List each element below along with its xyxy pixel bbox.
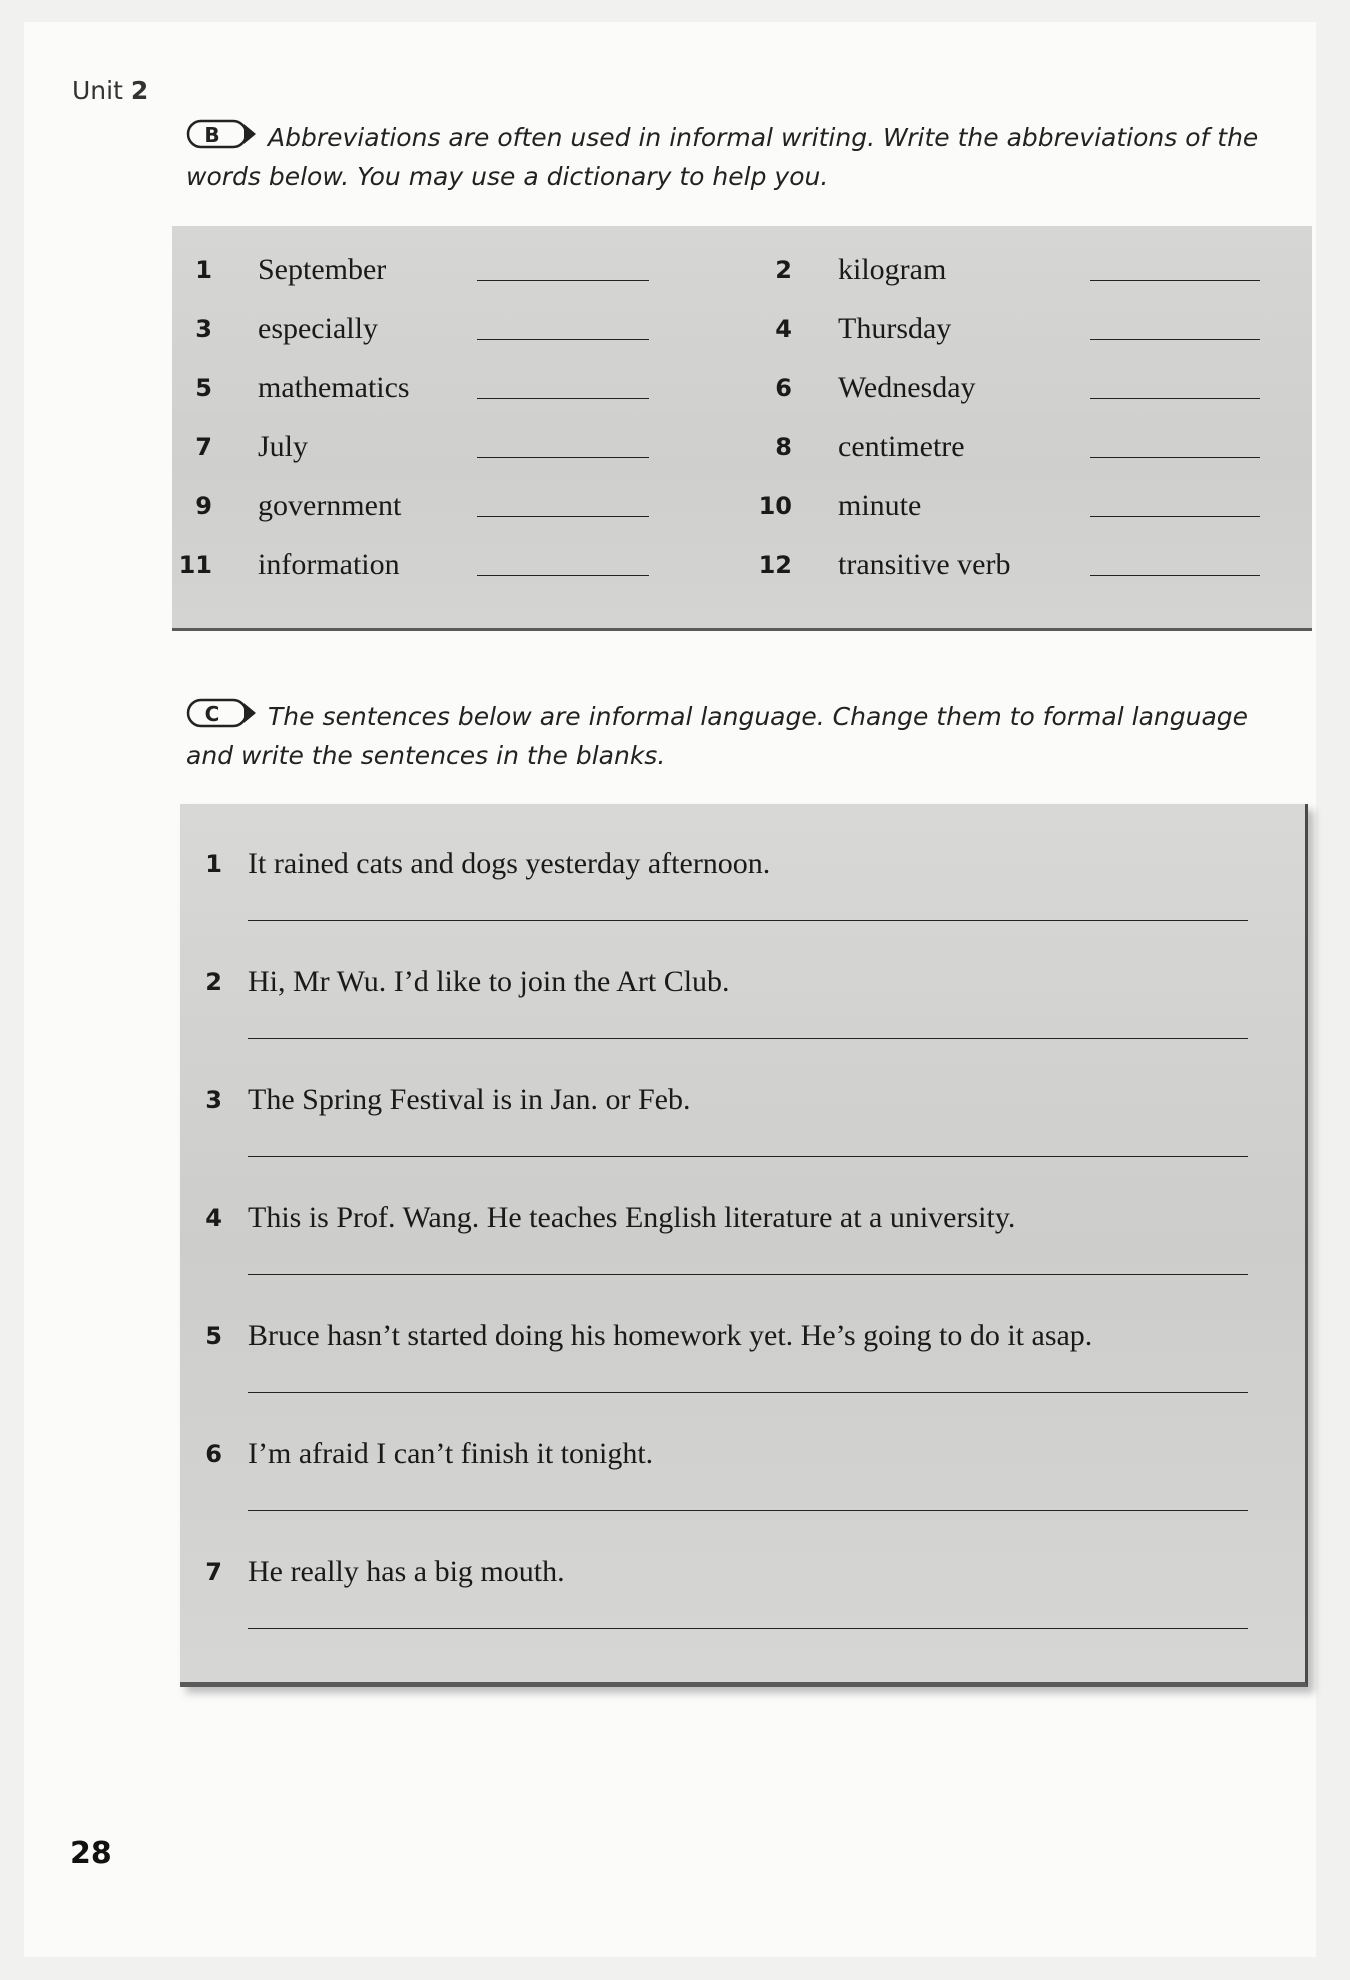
answer-blank[interactable] xyxy=(1090,398,1260,399)
unit-label xyxy=(72,76,148,105)
sentence-answer-blank[interactable] xyxy=(248,1392,1248,1393)
section-c-badge-letter: C xyxy=(204,702,220,726)
abbreviation-item xyxy=(172,486,1302,526)
item-number: 6 xyxy=(775,374,792,402)
sentence-answer-blank[interactable] xyxy=(248,1510,1248,1511)
abbreviation-item xyxy=(172,250,1302,290)
section-c-badge xyxy=(186,698,260,728)
sentence-item xyxy=(180,1198,1290,1288)
item-number: 7 xyxy=(195,433,212,461)
sentence-item xyxy=(180,1552,1290,1642)
answer-blank[interactable] xyxy=(1090,280,1260,281)
abbreviation-item xyxy=(172,545,1302,585)
item-number: 11 xyxy=(178,551,212,579)
section-b-badge xyxy=(186,119,260,149)
section-b-heading xyxy=(186,118,1266,196)
item-word: transitive verb xyxy=(838,548,1011,581)
sentence-text: This is Prof. Wang. He teaches English literature at a university. xyxy=(248,1201,1016,1234)
sentence-item xyxy=(180,1080,1290,1170)
sentence-number: 2 xyxy=(205,968,222,996)
answer-blank[interactable] xyxy=(1090,457,1260,458)
unit-number: 2 xyxy=(130,76,149,105)
section-b-instruction: Abbreviations are often used in informal writing. Write the abbreviations of the words below. You may use a dictionary to help you. xyxy=(186,123,1259,191)
item-number: 8 xyxy=(775,433,792,461)
item-number: 12 xyxy=(758,551,792,579)
sentence-text: The Spring Festival is in Jan. or Feb. xyxy=(248,1083,691,1116)
formal-sentences-box xyxy=(180,804,1308,1687)
sentence-number: 6 xyxy=(205,1440,222,1468)
abbreviation-item xyxy=(172,309,1302,349)
section-c-heading xyxy=(186,697,1266,775)
item-word: centimetre xyxy=(838,430,965,463)
item-word: information xyxy=(258,548,400,581)
sentence-answer-blank[interactable] xyxy=(248,1038,1248,1039)
sentence-answer-blank[interactable] xyxy=(248,920,1248,921)
item-word: Thursday xyxy=(838,312,952,345)
item-number: 1 xyxy=(195,256,212,284)
item-word: Wednesday xyxy=(838,371,976,404)
section-c-instruction: The sentences below are informal language. Change them to formal language and write the sentences in the blanks. xyxy=(186,702,1249,770)
item-word: especially xyxy=(258,312,378,345)
sentence-text: I’m afraid I can’t finish it tonight. xyxy=(248,1437,654,1470)
section-b-badge-letter: B xyxy=(204,123,220,147)
sentence-item xyxy=(180,1434,1290,1524)
item-number: 3 xyxy=(195,315,212,343)
sentence-number: 4 xyxy=(205,1204,222,1232)
item-number: 4 xyxy=(775,315,792,343)
sentence-answer-blank[interactable] xyxy=(248,1628,1248,1629)
item-word: minute xyxy=(838,489,922,522)
sentence-item xyxy=(180,962,1290,1052)
sentence-number: 7 xyxy=(205,1558,222,1586)
sentence-text: It rained cats and dogs yesterday afternoon. xyxy=(248,847,771,880)
item-word: government xyxy=(258,489,402,522)
sentence-text: Hi, Mr Wu. I’d like to join the Art Club. xyxy=(248,965,730,998)
answer-blank[interactable] xyxy=(1090,516,1260,517)
sentence-text: Bruce hasn’t started doing his homework yet. He’s going to do it asap. xyxy=(248,1319,1093,1352)
sentence-answer-blank[interactable] xyxy=(248,1156,1248,1157)
sentence-text: He really has a big mouth. xyxy=(248,1555,565,1588)
abbreviations-box xyxy=(172,226,1312,631)
item-word: kilogram xyxy=(838,253,947,286)
answer-blank[interactable] xyxy=(1090,339,1260,340)
sentence-number: 3 xyxy=(205,1086,222,1114)
item-number: 5 xyxy=(195,374,212,402)
sentence-number: 5 xyxy=(205,1322,222,1350)
abbreviation-item xyxy=(172,427,1302,467)
sentence-item xyxy=(180,1316,1290,1406)
page-number: 28 xyxy=(70,1836,112,1871)
item-word: September xyxy=(258,253,387,286)
item-number: 2 xyxy=(775,256,792,284)
item-word: mathematics xyxy=(258,371,410,404)
abbreviation-item xyxy=(172,368,1302,408)
answer-blank[interactable] xyxy=(1090,575,1260,576)
sentence-answer-blank[interactable] xyxy=(248,1274,1248,1275)
item-number: 9 xyxy=(195,492,212,520)
unit-word: Unit xyxy=(72,76,123,105)
item-number: 10 xyxy=(758,492,792,520)
item-word: July xyxy=(258,430,309,463)
sentence-item xyxy=(180,844,1290,934)
sentence-number: 1 xyxy=(205,850,222,878)
